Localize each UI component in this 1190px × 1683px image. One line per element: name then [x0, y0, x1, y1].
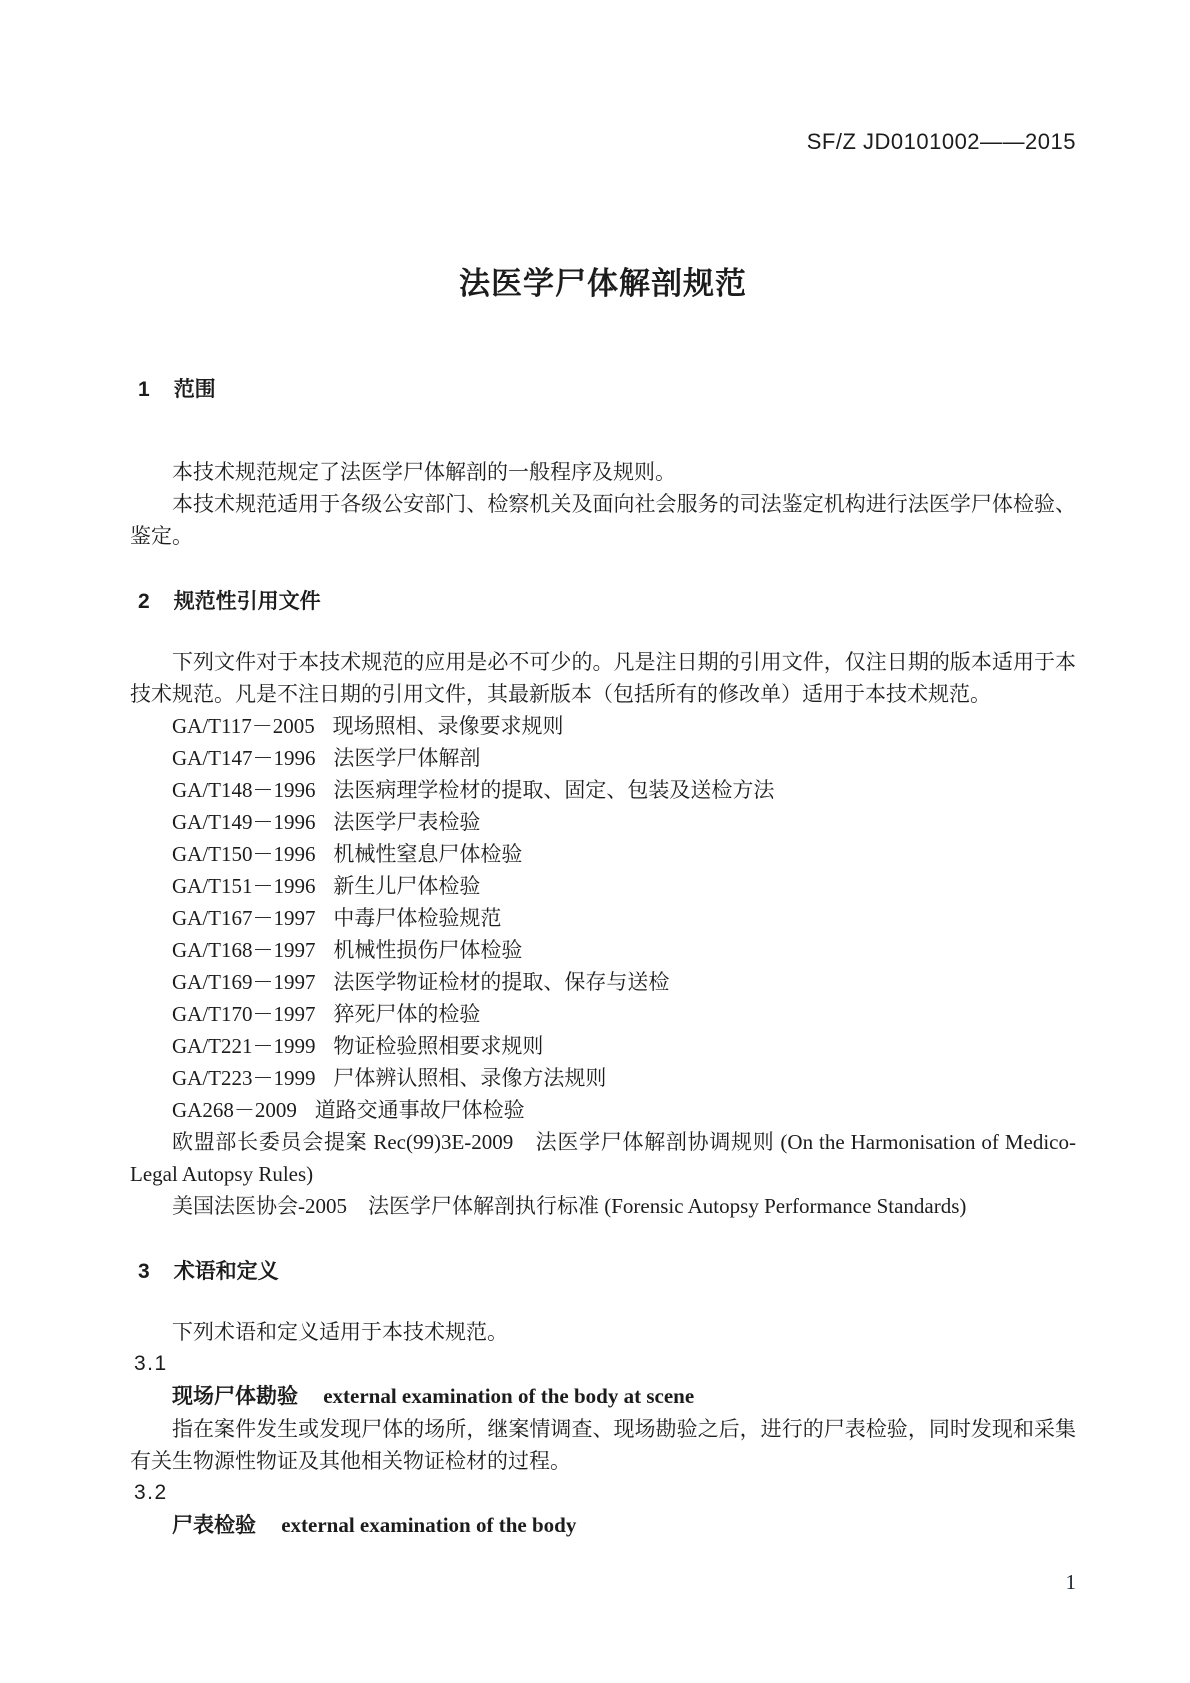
- standard-code: GA/T150－1996: [172, 842, 316, 866]
- document-code: SF/Z JD0101002——2015: [806, 129, 1076, 154]
- reference-item: [130, 1030, 1076, 1062]
- reference-item-eu: 欧盟部长委员会提案 Rec(99)3E-2009 法医学尸体解剖协调规则 (On the Harmonisation of Medico-Legal Autopsy Rules): [130, 1130, 1076, 1186]
- terms-intro: 下列术语和定义适用于本技术规范。: [172, 1320, 508, 1344]
- standard-code: GA268－2009: [172, 1098, 297, 1122]
- term-entry: [130, 1348, 1076, 1477]
- section-references: [130, 586, 1076, 1222]
- reference-item: [130, 902, 1076, 934]
- section-scope-heading: [130, 374, 1076, 406]
- term-en: external examination of the body at scene: [323, 1384, 695, 1408]
- term-heading: [130, 1509, 1076, 1542]
- reference-item: [130, 870, 1076, 902]
- reference-item-us: 美国法医协会-2005 法医学尸体解剖执行标准 (Forensic Autopsy Performance Standards): [172, 1194, 967, 1218]
- references-intro: 下列文件对于本技术规范的应用是必不可少的。凡是注日期的引用文件，仅注日期的版本适用于本技术规范。凡是不注日期的引用文件，其最新版本（包括所有的修改单）适用于本技术规范。: [130, 650, 1076, 706]
- section-terms: [130, 1256, 1076, 1542]
- document-title: 法医学尸体解剖规范: [459, 266, 747, 301]
- term-zh: 尸表检验: [172, 1514, 256, 1537]
- reference-item: [130, 1062, 1076, 1094]
- standard-code: GA/T117－2005: [172, 714, 315, 738]
- section-title: 范围: [173, 378, 216, 401]
- standard-title: 道路交通事故尸体检验: [314, 1098, 525, 1122]
- section-scope: [130, 374, 1076, 552]
- term-en: external examination of the body: [281, 1513, 577, 1537]
- section-number: 1: [138, 378, 150, 401]
- section-terms-heading: [130, 1256, 1076, 1288]
- standard-code: GA/T168－1997: [172, 938, 316, 962]
- standard-code: GA/T148－1996: [172, 778, 316, 802]
- standard-title: 猝死尸体的检验: [333, 1002, 481, 1026]
- reference-item: [130, 742, 1076, 774]
- term-heading: [130, 1380, 1076, 1413]
- standard-title: 现场照相、录像要求规则: [332, 714, 564, 738]
- term-entry: [130, 1477, 1076, 1542]
- term-id: 3.1: [134, 1352, 168, 1375]
- standard-title: 新生儿尸体检验: [333, 874, 481, 898]
- standard-title: 尸体辨认照相、录像方法规则: [333, 1066, 607, 1090]
- standard-title: 法医学尸表检验: [333, 810, 481, 834]
- page-number: 1: [1065, 1570, 1076, 1594]
- standard-title: 物证检验照相要求规则: [333, 1034, 544, 1058]
- reference-item: [130, 934, 1076, 966]
- standard-code: GA/T151－1996: [172, 874, 316, 898]
- standard-title: 机械性损伤尸体检验: [333, 938, 523, 962]
- scope-paragraph: 本技术规范规定了法医学尸体解剖的一般程序及规则。: [172, 460, 676, 484]
- reference-item: [130, 998, 1076, 1030]
- standard-title: 中毒尸体检验规范: [333, 906, 502, 930]
- scope-paragraph: 本技术规范适用于各级公安部门、检察机关及面向社会服务的司法鉴定机构进行法医学尸体检验、鉴定。: [130, 492, 1076, 548]
- section-title: 规范性引用文件: [173, 590, 321, 613]
- standard-code: GA/T147－1996: [172, 746, 316, 770]
- standard-code: GA/T149－1996: [172, 810, 316, 834]
- term-zh: 现场尸体勘验: [172, 1385, 298, 1408]
- standard-title: 法医病理学检材的提取、固定、包装及送检方法: [333, 778, 775, 802]
- standard-code: GA/T167－1997: [172, 906, 316, 930]
- standard-code: GA/T169－1997: [172, 970, 316, 994]
- reference-item: [130, 838, 1076, 870]
- standard-title: 机械性窒息尸体检验: [333, 842, 523, 866]
- standard-code: GA/T221－1999: [172, 1034, 316, 1058]
- standard-title: 法医学尸体解剖: [333, 746, 481, 770]
- section-number: 2: [138, 590, 150, 613]
- section-number: 3: [138, 1260, 150, 1283]
- reference-item: [130, 774, 1076, 806]
- reference-item: [130, 966, 1076, 998]
- standards-list: [130, 710, 1076, 1126]
- reference-item: [130, 710, 1076, 742]
- standard-title: 法医学物证检材的提取、保存与送检: [333, 970, 670, 994]
- term-definition: 指在案件发生或发现尸体的场所，继案情调查、现场勘验之后，进行的尸表检验，同时发现和采集有关生物源性物证及其他相关物证检材的过程。: [130, 1417, 1076, 1473]
- term-id: 3.2: [134, 1481, 168, 1504]
- standard-code: GA/T223－1999: [172, 1066, 316, 1090]
- reference-item: [130, 806, 1076, 838]
- section-references-heading: [130, 586, 1076, 618]
- section-title: 术语和定义: [173, 1260, 279, 1283]
- standard-code: GA/T170－1997: [172, 1002, 316, 1026]
- reference-item: [130, 1094, 1076, 1126]
